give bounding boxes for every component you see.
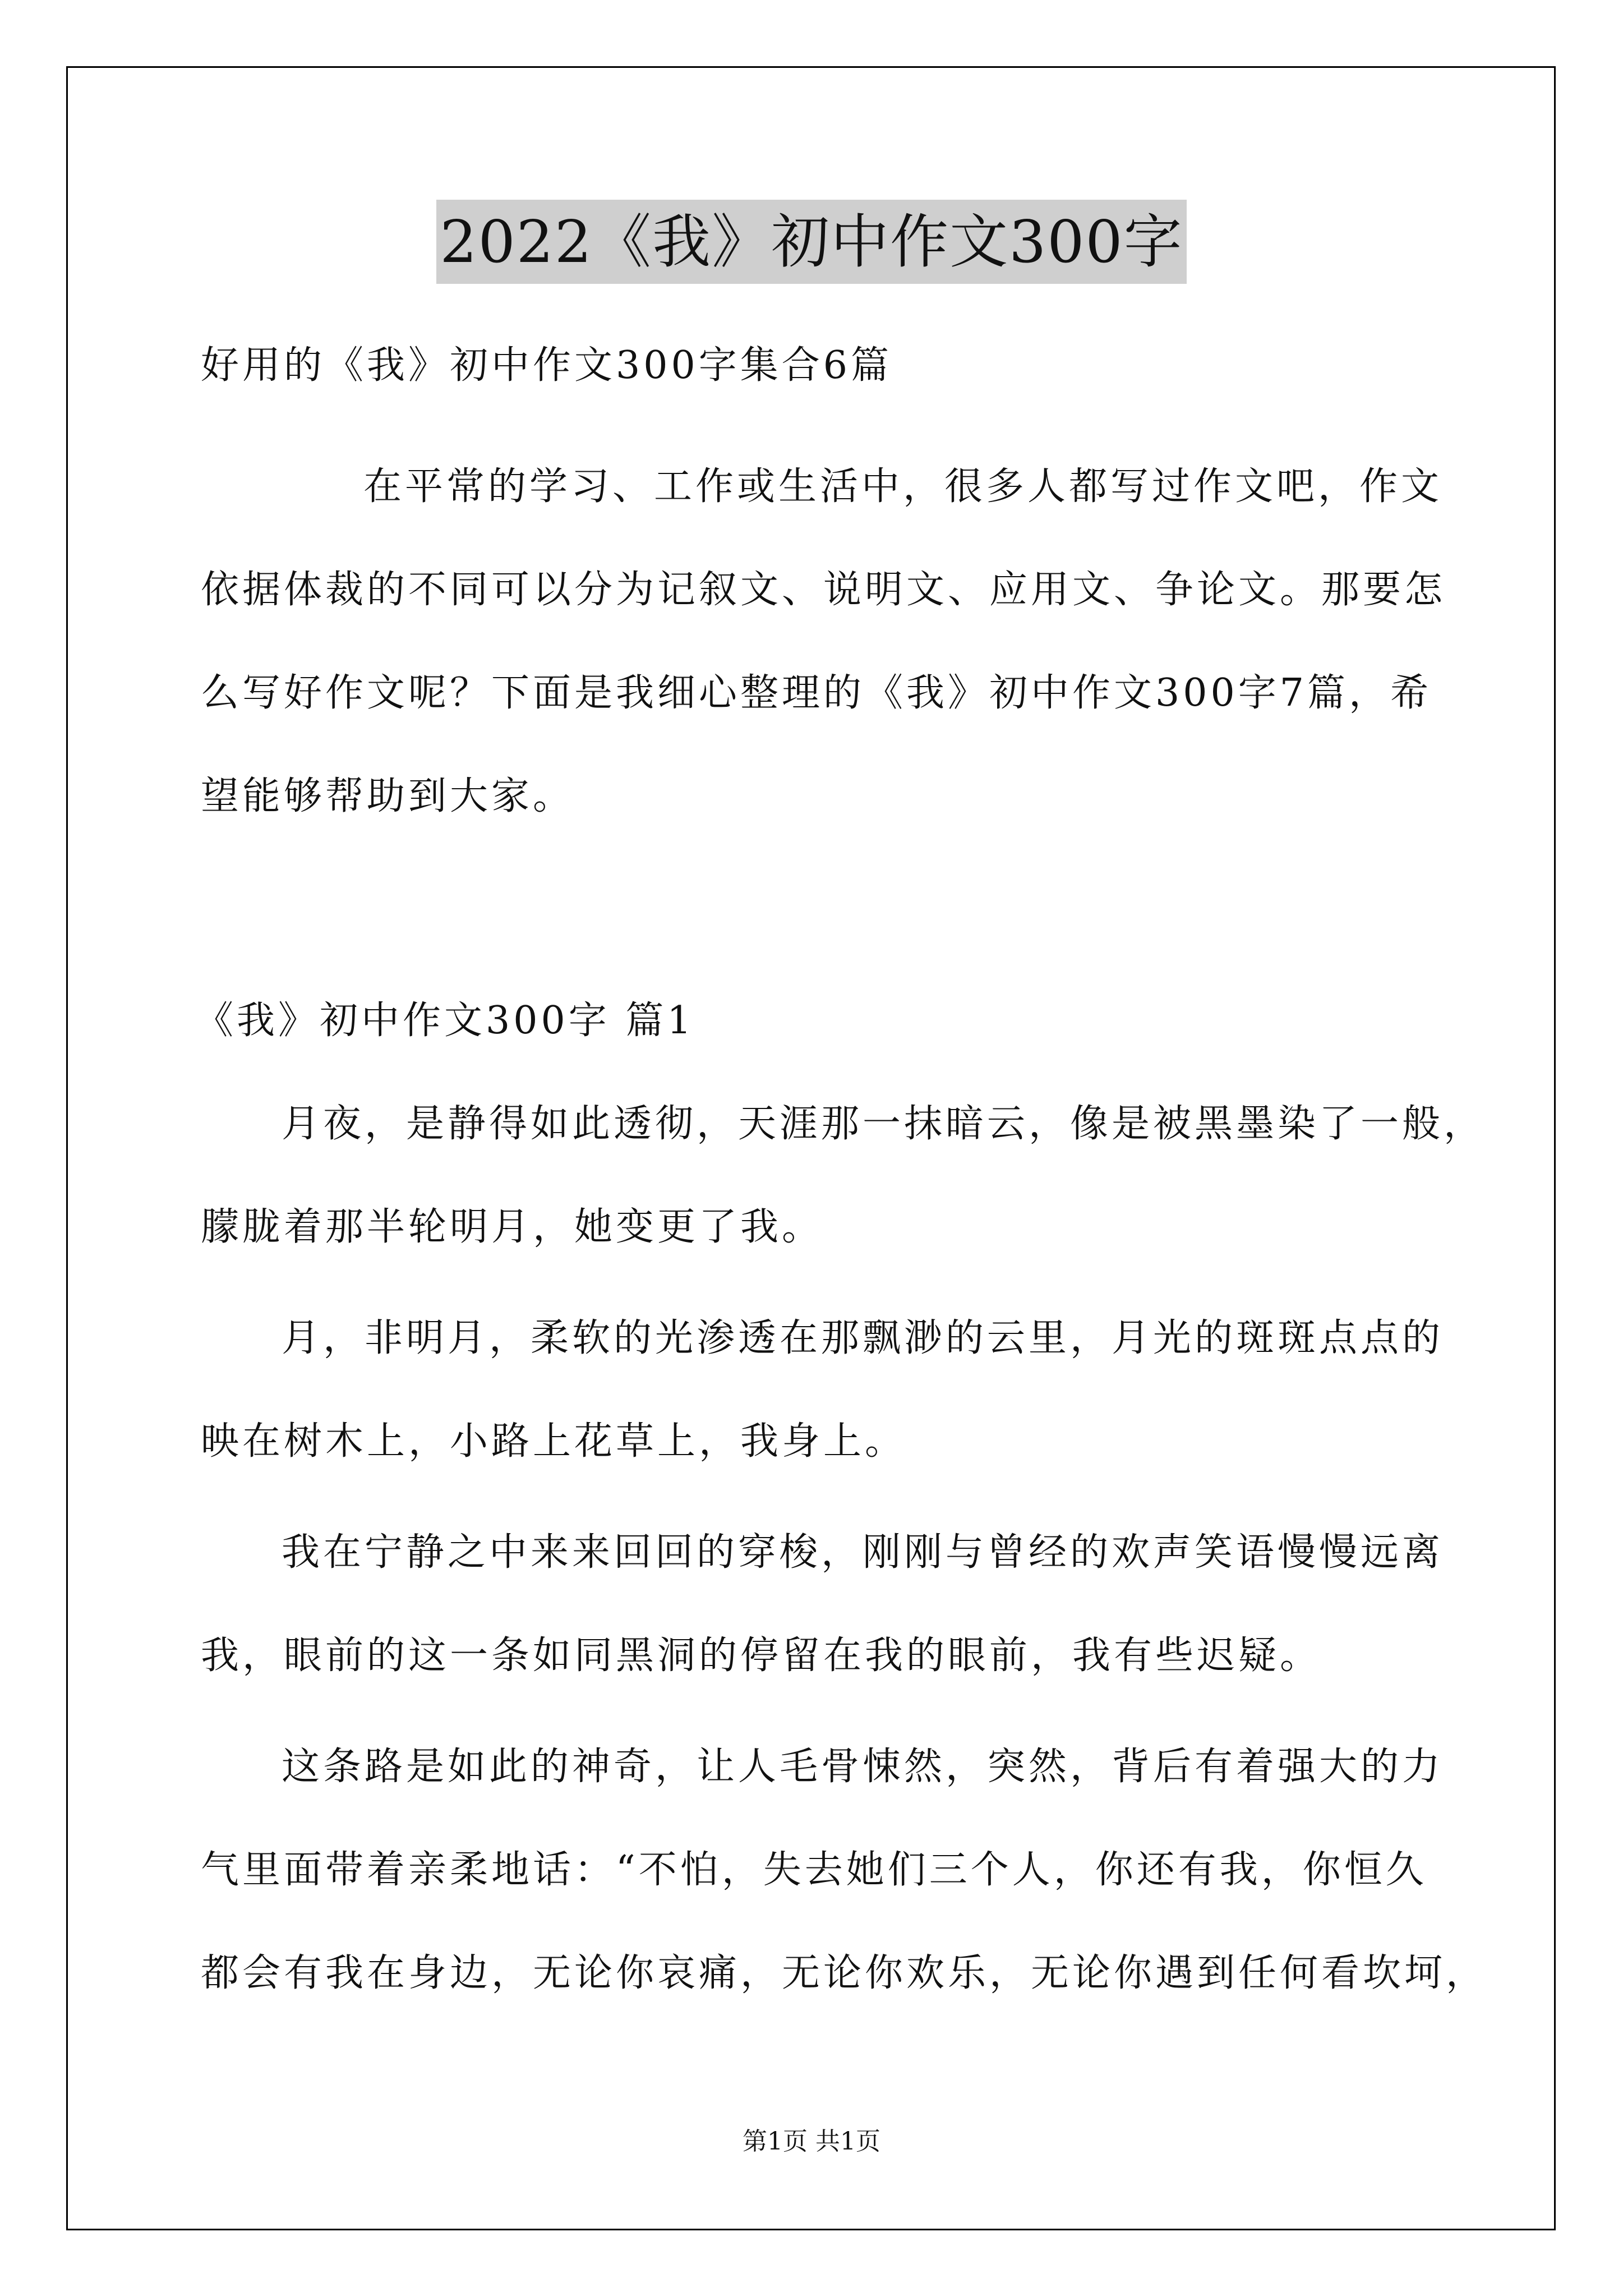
paragraph-3-line-2: 我，眼前的这一条如同黑洞的停留在我的眼前，我有些迟疑。 xyxy=(201,1634,1322,1678)
page-footer: 第1页 共1页 xyxy=(743,2127,880,2156)
paragraph-4-line-3: 都会有我在身边，无论你哀痛，无论你欢乐，无论你遇到任何看坎坷， xyxy=(201,1951,1488,1995)
page-border xyxy=(66,66,1556,2230)
intro-line-2: 依据体裁的不同可以分为记叙文、说明文、应用文、争论文。那要怎 xyxy=(201,568,1446,612)
paragraph-3-line-1: 我在宁静之中来来回回的穿梭，刚刚与曾经的欢声笑语慢慢远离 xyxy=(282,1530,1444,1575)
intro-line-3: 么写好作文呢？下面是我细心整理的《我》初中作文300字7篇，希 xyxy=(201,671,1432,715)
title-container xyxy=(0,200,1623,284)
intro-line-1: 在平常的学习、工作或生活中，很多人都写过作文吧，作文 xyxy=(363,464,1443,509)
paragraph-4-line-2: 气里面带着亲柔地话：“不怕，失去她们三个人，你还有我，你恒久 xyxy=(201,1848,1427,1892)
paragraph-2-line-2: 映在树木上，小路上花草上，我身上。 xyxy=(201,1419,907,1464)
section-heading: 《我》初中作文300字 篇1 xyxy=(195,999,695,1043)
paragraph-1-line-2: 朦胧着那半轮明月，她变更了我。 xyxy=(201,1205,824,1249)
document-title: 2022《我》初中作文300字 xyxy=(436,200,1186,284)
document-subtitle: 好用的《我》初中作文300字集合6篇 xyxy=(201,343,893,388)
paragraph-4-line-1: 这条路是如此的神奇，让人毛骨悚然，突然，背后有着强大的力 xyxy=(282,1745,1444,1789)
paragraph-1-line-1: 月夜，是静得如此透彻，天涯那一抹暗云，像是被黑墨染了一般， xyxy=(282,1102,1486,1146)
intro-line-4: 望能够帮助到大家。 xyxy=(201,774,575,818)
paragraph-2-line-1: 月，非明月，柔软的光渗透在那飘渺的云里，月光的斑斑点点的 xyxy=(282,1316,1444,1360)
